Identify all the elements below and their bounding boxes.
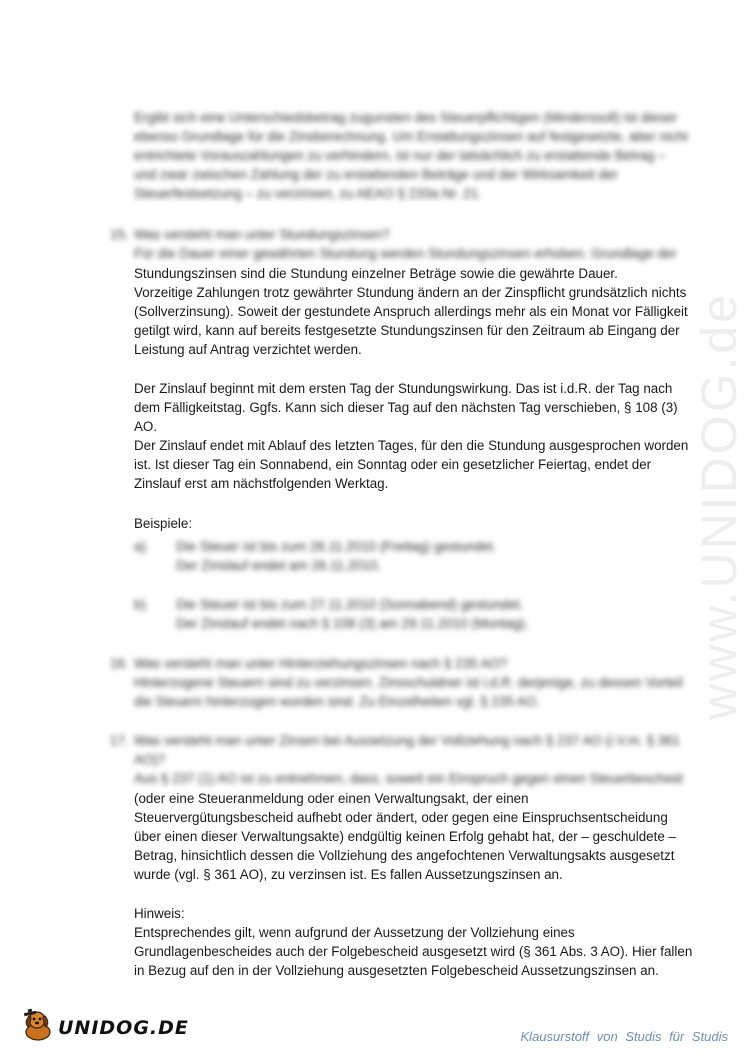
- examples-label: Beispiele:: [134, 516, 193, 531]
- text-line: in Bezug auf den in der Vollziehung ausgesetzten Folgebescheid Aussetzungszinsen an.: [134, 963, 659, 978]
- text-line: Der Zinslauf beginnt mit dem ersten Tag der Stundungswirkung. Das ist i.d.R. der Tag nach: [134, 381, 673, 396]
- text-line: Grundlagenbescheides auch der Folgebescheid ausgesetzt wird (§ 361 Abs. 3 AO). Hier fallen: [134, 944, 693, 959]
- text-line: Hinterzogene Steuern sind zu verzinsen. Zinsschuldner ist i.d.R. derjenige, zu dessen Vorteil: [134, 675, 683, 690]
- text-line: Leistung auf Antrag verzichtet werden.: [134, 342, 362, 357]
- text-line: Für die Dauer einer gewährten Stundung werden Stundungszinsen erhoben. Grundlage der: [134, 246, 677, 261]
- text-line: AO.: [134, 419, 158, 434]
- example-letter: b): [134, 597, 146, 612]
- text-line: Vorzeitige Zahlungen trotz gewährter Stundung ändern an der Zinspflicht grundsätzlich nichts: [134, 285, 687, 300]
- text-line: die Steuern hinterzogen worden sind. Zu Einzelheiten vgl. § 235 AO.: [134, 694, 540, 709]
- question-15-title: Was versteht man unter Stundungszinsen?: [134, 227, 390, 242]
- text-line: Stundungszinsen sind die Stundung einzelner Beträge sowie die gewährte Dauer.: [134, 266, 618, 281]
- dog-mascot-icon: [20, 1008, 56, 1047]
- question-number: 16.: [110, 656, 129, 671]
- text-line: Zinslauf erst am nächstfolgenden Werktag.: [134, 476, 389, 491]
- example-letter: a): [134, 539, 146, 554]
- note-label: Hinweis:: [134, 906, 185, 921]
- text-line: entrichtete Vorauszahlungen zu verhindern, ist nur der tatsächlich zu erstattende Betrag –: [134, 148, 666, 163]
- text-line: Aus § 237 (1) AO ist zu entnehmen, dass, soweit ein Einspruch gegen einen Steuerbescheid: [134, 771, 683, 786]
- text-line: über einen dieser Verwaltungsakte) endgültig keinen Erfolg gehabt hat, der – geschuldete –: [134, 829, 676, 844]
- text-line: Betrag, hinsichtlich dessen die Vollziehung des angefochtenen Verwaltungsakts ausgesetzt: [134, 848, 675, 863]
- example-line: Die Steuer ist bis zum 27.11.2010 (Sonnabend) gestundet.: [176, 597, 524, 612]
- text-line: Was versteht man unter Hinterziehungszinsen nach § 235 AO?: [134, 656, 508, 671]
- footer-logo[interactable]: [20, 1008, 189, 1047]
- text-line: (Sollverzinsung). Soweit der gestundete Anspruch allerdings mehr als ein Monat vor Fälligkeit: [134, 304, 688, 319]
- text-line: und zwar zwischen Zahlung der zu erstattenden Beträge und der Wirksamkeit der: [134, 167, 618, 182]
- example-line: Der Zinslauf endet am 26.11.2010.: [176, 558, 382, 573]
- text-line: Steuervergütungsbescheid aufhebt oder ändert, oder gegen eine Einspruchsentscheidung: [134, 810, 668, 825]
- footer-tagline: Klausurstoff von Studis für Studis: [520, 1029, 728, 1044]
- question-number: 17.: [110, 733, 129, 748]
- logo-text: UNIDOG.DE: [58, 1016, 189, 1039]
- text-line: wurde (vgl. § 361 AO), zu verzinsen ist. Es fallen Aussetzungszinsen an.: [134, 867, 563, 882]
- text-line: dem Fälligkeitstag. Ggfs. Kann sich dieser Tag auf den nächsten Tag verschieben, § 108 (3): [134, 400, 678, 415]
- text-line: AO)?: [134, 752, 166, 767]
- text-line: Was versteht man unter Zinsen bei Aussetzung der Vollziehung nach § 237 AO (i.V.m. § 361: [134, 733, 681, 748]
- text-line: ist. Ist dieser Tag ein Sonnabend, ein Sonntag oder ein gesetzlicher Feiertag, endet der: [134, 457, 652, 472]
- question-number: 15.: [110, 227, 129, 242]
- example-line: Die Steuer ist bis zum 26.11.2010 (Freitag) gestundet.: [176, 539, 497, 554]
- watermark: www.UNIDOG.de: [691, 292, 747, 720]
- text-line: Ergibt sich eine Unterschiedsbetrag zugunsten des Steuerpflichtigen (Minderssoll) ist dieser: [134, 110, 678, 125]
- text-line: Der Zinslauf endet mit Ablauf des letzten Tages, für den die Stundung ausgesprochen worden: [134, 438, 689, 453]
- text-line: ebenso Grundlage für die Zinsberechnung. Um Erstattungszinsen auf festgesetzte, aber nicht: [134, 129, 688, 144]
- text-line: Steuerfestsetzung – zu verzinsen, zu AEAO § 233a Nr. 21.: [134, 186, 482, 201]
- example-line: Der Zinslauf endet nach § 108 (3) am 29.11.2010 (Montag).: [176, 616, 529, 631]
- text-line: Entsprechendes gilt, wenn aufgrund der Aussetzung der Vollziehung eines: [134, 925, 575, 940]
- text-line: getilgt wird, kann auf bereits festgesetzte Stundungszinsen für den Zeitraum ab Eingang der: [134, 323, 680, 338]
- text-line: (oder eine Steueranmeldung oder einen Verwaltungsakt, der einen: [134, 791, 529, 806]
